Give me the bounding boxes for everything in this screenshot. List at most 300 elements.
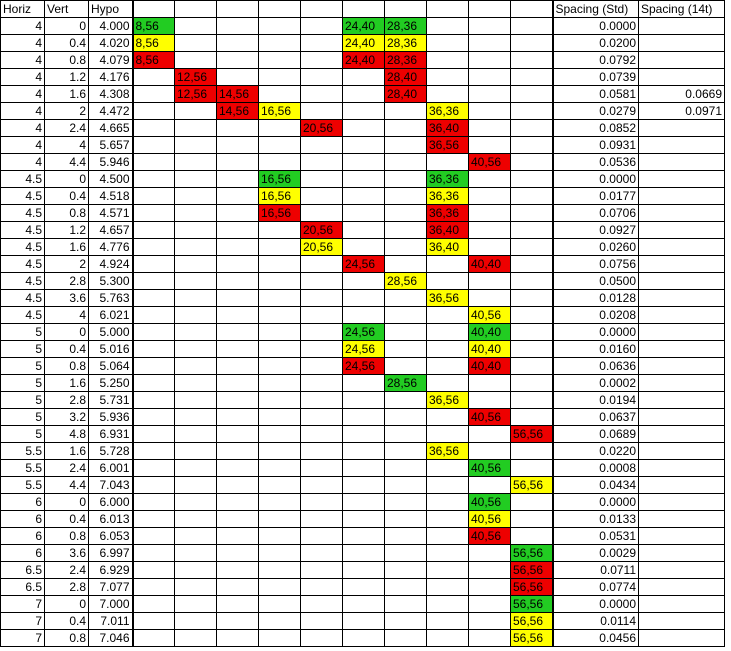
spacing-std-cell[interactable]: 0.0208 bbox=[553, 307, 639, 324]
empty-cell[interactable] bbox=[427, 613, 469, 630]
vert-cell[interactable]: 0.8 bbox=[45, 205, 89, 222]
spacing-14t-cell[interactable] bbox=[639, 528, 725, 545]
combo-cell[interactable]: 36,36 bbox=[427, 171, 469, 188]
empty-cell[interactable] bbox=[175, 460, 217, 477]
hypo-cell[interactable]: 6.013 bbox=[89, 511, 133, 528]
empty-cell[interactable] bbox=[427, 69, 469, 86]
empty-cell[interactable] bbox=[175, 273, 217, 290]
empty-cell[interactable] bbox=[259, 239, 301, 256]
empty-cell[interactable] bbox=[259, 69, 301, 86]
empty-cell[interactable] bbox=[343, 409, 385, 426]
vert-cell[interactable]: 0.4 bbox=[45, 613, 89, 630]
hypo-cell[interactable]: 7.046 bbox=[89, 630, 133, 647]
empty-cell[interactable] bbox=[385, 545, 427, 562]
empty-cell[interactable] bbox=[343, 239, 385, 256]
column-header[interactable]: Spacing (14t) bbox=[639, 1, 725, 18]
horiz-cell[interactable]: 4 bbox=[1, 86, 45, 103]
spacing-std-cell[interactable]: 0.0279 bbox=[553, 103, 639, 120]
spacing-14t-cell[interactable] bbox=[639, 409, 725, 426]
empty-cell[interactable] bbox=[133, 358, 175, 375]
empty-cell[interactable] bbox=[217, 630, 259, 647]
spacing-14t-cell[interactable] bbox=[639, 426, 725, 443]
empty-cell[interactable] bbox=[301, 137, 343, 154]
spacing-std-cell[interactable]: 0.0000 bbox=[553, 324, 639, 341]
horiz-cell[interactable]: 5 bbox=[1, 341, 45, 358]
spacing-14t-cell[interactable] bbox=[639, 256, 725, 273]
empty-cell[interactable] bbox=[511, 35, 553, 52]
spacing-14t-cell[interactable] bbox=[639, 120, 725, 137]
empty-cell[interactable] bbox=[427, 52, 469, 69]
empty-cell[interactable] bbox=[385, 154, 427, 171]
horiz-cell[interactable]: 5 bbox=[1, 375, 45, 392]
combo-cell[interactable]: 28,40 bbox=[385, 86, 427, 103]
empty-cell[interactable] bbox=[427, 86, 469, 103]
empty-cell[interactable] bbox=[175, 613, 217, 630]
horiz-cell[interactable]: 6 bbox=[1, 528, 45, 545]
hypo-cell[interactable]: 5.016 bbox=[89, 341, 133, 358]
empty-cell[interactable] bbox=[259, 86, 301, 103]
empty-cell[interactable] bbox=[343, 630, 385, 647]
combo-cell[interactable]: 56,56 bbox=[511, 426, 553, 443]
spacing-std-cell[interactable]: 0.0456 bbox=[553, 630, 639, 647]
empty-cell[interactable] bbox=[301, 562, 343, 579]
empty-cell[interactable] bbox=[385, 511, 427, 528]
empty-cell[interactable] bbox=[175, 426, 217, 443]
vert-cell[interactable]: 1.2 bbox=[45, 69, 89, 86]
spacing-14t-cell[interactable] bbox=[639, 613, 725, 630]
empty-cell[interactable] bbox=[217, 205, 259, 222]
empty-cell[interactable] bbox=[217, 460, 259, 477]
horiz-cell[interactable]: 4.5 bbox=[1, 171, 45, 188]
horiz-cell[interactable]: 5.5 bbox=[1, 477, 45, 494]
vert-cell[interactable]: 1.6 bbox=[45, 443, 89, 460]
empty-cell[interactable] bbox=[259, 256, 301, 273]
horiz-cell[interactable]: 4.5 bbox=[1, 188, 45, 205]
spacing-14t-cell[interactable] bbox=[639, 18, 725, 35]
empty-cell[interactable] bbox=[469, 120, 511, 137]
empty-cell[interactable] bbox=[511, 188, 553, 205]
empty-cell[interactable] bbox=[427, 256, 469, 273]
empty-cell[interactable] bbox=[259, 273, 301, 290]
spacing-std-cell[interactable]: 0.0756 bbox=[553, 256, 639, 273]
empty-cell[interactable] bbox=[175, 205, 217, 222]
combo-cell[interactable]: 40,40 bbox=[469, 256, 511, 273]
column-header[interactable] bbox=[385, 1, 427, 18]
empty-cell[interactable] bbox=[175, 358, 217, 375]
empty-cell[interactable] bbox=[343, 494, 385, 511]
empty-cell[interactable] bbox=[217, 171, 259, 188]
empty-cell[interactable] bbox=[217, 137, 259, 154]
vert-cell[interactable]: 0.4 bbox=[45, 511, 89, 528]
hypo-cell[interactable]: 4.472 bbox=[89, 103, 133, 120]
horiz-cell[interactable]: 4.5 bbox=[1, 290, 45, 307]
empty-cell[interactable] bbox=[385, 137, 427, 154]
empty-cell[interactable] bbox=[511, 52, 553, 69]
empty-cell[interactable] bbox=[217, 222, 259, 239]
horiz-cell[interactable]: 4 bbox=[1, 52, 45, 69]
hypo-cell[interactable]: 5.936 bbox=[89, 409, 133, 426]
empty-cell[interactable] bbox=[511, 511, 553, 528]
vert-cell[interactable]: 1.2 bbox=[45, 222, 89, 239]
vert-cell[interactable]: 0.8 bbox=[45, 528, 89, 545]
empty-cell[interactable] bbox=[427, 426, 469, 443]
empty-cell[interactable] bbox=[385, 630, 427, 647]
vert-cell[interactable]: 4.4 bbox=[45, 154, 89, 171]
hypo-cell[interactable]: 6.053 bbox=[89, 528, 133, 545]
horiz-cell[interactable]: 4 bbox=[1, 35, 45, 52]
combo-cell[interactable]: 40,56 bbox=[469, 409, 511, 426]
empty-cell[interactable] bbox=[175, 154, 217, 171]
empty-cell[interactable] bbox=[427, 579, 469, 596]
spacing-std-cell[interactable]: 0.0029 bbox=[553, 545, 639, 562]
combo-cell[interactable]: 56,56 bbox=[511, 613, 553, 630]
empty-cell[interactable] bbox=[427, 154, 469, 171]
empty-cell[interactable] bbox=[217, 545, 259, 562]
vert-cell[interactable]: 4 bbox=[45, 307, 89, 324]
empty-cell[interactable] bbox=[133, 528, 175, 545]
empty-cell[interactable] bbox=[385, 120, 427, 137]
spacing-14t-cell[interactable] bbox=[639, 392, 725, 409]
empty-cell[interactable] bbox=[385, 290, 427, 307]
horiz-cell[interactable]: 5 bbox=[1, 324, 45, 341]
spacing-14t-cell[interactable] bbox=[639, 171, 725, 188]
empty-cell[interactable] bbox=[469, 103, 511, 120]
empty-cell[interactable] bbox=[511, 205, 553, 222]
spacing-14t-cell[interactable] bbox=[639, 477, 725, 494]
empty-cell[interactable] bbox=[217, 18, 259, 35]
vert-cell[interactable]: 2.8 bbox=[45, 273, 89, 290]
vert-cell[interactable]: 2 bbox=[45, 256, 89, 273]
combo-cell[interactable]: 20,56 bbox=[301, 120, 343, 137]
empty-cell[interactable] bbox=[469, 18, 511, 35]
spacing-14t-cell[interactable] bbox=[639, 52, 725, 69]
spacing-std-cell[interactable]: 0.0636 bbox=[553, 358, 639, 375]
empty-cell[interactable] bbox=[301, 409, 343, 426]
combo-cell[interactable]: 12,56 bbox=[175, 86, 217, 103]
empty-cell[interactable] bbox=[427, 307, 469, 324]
combo-cell[interactable]: 16,56 bbox=[259, 205, 301, 222]
empty-cell[interactable] bbox=[217, 494, 259, 511]
empty-cell[interactable] bbox=[175, 103, 217, 120]
empty-cell[interactable] bbox=[259, 341, 301, 358]
horiz-cell[interactable]: 6.5 bbox=[1, 579, 45, 596]
hypo-cell[interactable]: 5.000 bbox=[89, 324, 133, 341]
empty-cell[interactable] bbox=[385, 613, 427, 630]
column-header[interactable] bbox=[511, 1, 553, 18]
empty-cell[interactable] bbox=[301, 273, 343, 290]
empty-cell[interactable] bbox=[217, 273, 259, 290]
empty-cell[interactable] bbox=[175, 511, 217, 528]
spacing-std-cell[interactable]: 0.0000 bbox=[553, 494, 639, 511]
spacing-std-cell[interactable]: 0.0536 bbox=[553, 154, 639, 171]
spacing-std-cell[interactable]: 0.0774 bbox=[553, 579, 639, 596]
spacing-14t-cell[interactable] bbox=[639, 562, 725, 579]
empty-cell[interactable] bbox=[133, 171, 175, 188]
hypo-cell[interactable]: 6.000 bbox=[89, 494, 133, 511]
spacing-std-cell[interactable]: 0.0637 bbox=[553, 409, 639, 426]
empty-cell[interactable] bbox=[217, 307, 259, 324]
empty-cell[interactable] bbox=[511, 290, 553, 307]
empty-cell[interactable] bbox=[133, 460, 175, 477]
empty-cell[interactable] bbox=[469, 35, 511, 52]
empty-cell[interactable] bbox=[385, 103, 427, 120]
combo-cell[interactable]: 36,36 bbox=[427, 103, 469, 120]
spacing-14t-cell[interactable] bbox=[639, 630, 725, 647]
empty-cell[interactable] bbox=[343, 86, 385, 103]
empty-cell[interactable] bbox=[301, 426, 343, 443]
vert-cell[interactable]: 0.8 bbox=[45, 52, 89, 69]
empty-cell[interactable] bbox=[259, 35, 301, 52]
empty-cell[interactable] bbox=[343, 545, 385, 562]
horiz-cell[interactable]: 4.5 bbox=[1, 307, 45, 324]
empty-cell[interactable] bbox=[343, 222, 385, 239]
empty-cell[interactable] bbox=[427, 596, 469, 613]
empty-cell[interactable] bbox=[385, 188, 427, 205]
empty-cell[interactable] bbox=[511, 375, 553, 392]
combo-cell[interactable]: 36,40 bbox=[427, 239, 469, 256]
combo-cell[interactable]: 24,40 bbox=[343, 52, 385, 69]
combo-cell[interactable]: 56,56 bbox=[511, 562, 553, 579]
empty-cell[interactable] bbox=[469, 630, 511, 647]
combo-cell[interactable]: 20,56 bbox=[301, 239, 343, 256]
empty-cell[interactable] bbox=[511, 239, 553, 256]
empty-cell[interactable] bbox=[259, 290, 301, 307]
spacing-std-cell[interactable]: 0.0500 bbox=[553, 273, 639, 290]
spacing-14t-cell[interactable] bbox=[639, 358, 725, 375]
horiz-cell[interactable]: 7 bbox=[1, 630, 45, 647]
empty-cell[interactable] bbox=[427, 511, 469, 528]
combo-cell[interactable]: 24,40 bbox=[343, 18, 385, 35]
empty-cell[interactable] bbox=[427, 35, 469, 52]
vert-cell[interactable]: 2.8 bbox=[45, 579, 89, 596]
combo-cell[interactable]: 16,56 bbox=[259, 188, 301, 205]
empty-cell[interactable] bbox=[133, 443, 175, 460]
empty-cell[interactable] bbox=[385, 341, 427, 358]
empty-cell[interactable] bbox=[217, 239, 259, 256]
empty-cell[interactable] bbox=[133, 205, 175, 222]
empty-cell[interactable] bbox=[511, 528, 553, 545]
horiz-cell[interactable]: 4.5 bbox=[1, 273, 45, 290]
spacing-14t-cell[interactable]: 0.0669 bbox=[639, 86, 725, 103]
horiz-cell[interactable]: 4 bbox=[1, 137, 45, 154]
column-header[interactable] bbox=[469, 1, 511, 18]
combo-cell[interactable]: 56,56 bbox=[511, 630, 553, 647]
horiz-cell[interactable]: 4.5 bbox=[1, 222, 45, 239]
empty-cell[interactable] bbox=[133, 307, 175, 324]
spacing-14t-cell[interactable] bbox=[639, 69, 725, 86]
combo-cell[interactable]: 28,56 bbox=[385, 273, 427, 290]
empty-cell[interactable] bbox=[301, 205, 343, 222]
empty-cell[interactable] bbox=[511, 443, 553, 460]
empty-cell[interactable] bbox=[427, 358, 469, 375]
column-header[interactable] bbox=[343, 1, 385, 18]
empty-cell[interactable] bbox=[301, 256, 343, 273]
column-header[interactable] bbox=[301, 1, 343, 18]
empty-cell[interactable] bbox=[301, 596, 343, 613]
empty-cell[interactable] bbox=[511, 222, 553, 239]
empty-cell[interactable] bbox=[259, 477, 301, 494]
empty-cell[interactable] bbox=[385, 579, 427, 596]
empty-cell[interactable] bbox=[427, 460, 469, 477]
empty-cell[interactable] bbox=[301, 171, 343, 188]
empty-cell[interactable] bbox=[301, 188, 343, 205]
combo-cell[interactable]: 36,56 bbox=[427, 137, 469, 154]
vert-cell[interactable]: 1.6 bbox=[45, 86, 89, 103]
empty-cell[interactable] bbox=[217, 358, 259, 375]
spacing-std-cell[interactable]: 0.0706 bbox=[553, 205, 639, 222]
empty-cell[interactable] bbox=[175, 375, 217, 392]
empty-cell[interactable] bbox=[301, 443, 343, 460]
empty-cell[interactable] bbox=[301, 290, 343, 307]
column-header[interactable] bbox=[427, 1, 469, 18]
empty-cell[interactable] bbox=[259, 460, 301, 477]
combo-cell[interactable]: 8,56 bbox=[133, 52, 175, 69]
combo-cell[interactable]: 28,36 bbox=[385, 35, 427, 52]
column-header[interactable]: Horiz bbox=[1, 1, 45, 18]
hypo-cell[interactable]: 7.077 bbox=[89, 579, 133, 596]
empty-cell[interactable] bbox=[175, 290, 217, 307]
horiz-cell[interactable]: 7 bbox=[1, 613, 45, 630]
spacing-std-cell[interactable]: 0.0114 bbox=[553, 613, 639, 630]
combo-cell[interactable]: 40,40 bbox=[469, 358, 511, 375]
vert-cell[interactable]: 2.4 bbox=[45, 562, 89, 579]
vert-cell[interactable]: 4 bbox=[45, 137, 89, 154]
empty-cell[interactable] bbox=[133, 154, 175, 171]
spacing-14t-cell[interactable] bbox=[639, 341, 725, 358]
empty-cell[interactable] bbox=[427, 341, 469, 358]
empty-cell[interactable] bbox=[469, 477, 511, 494]
combo-cell[interactable]: 36,36 bbox=[427, 205, 469, 222]
empty-cell[interactable] bbox=[301, 579, 343, 596]
hypo-cell[interactable]: 4.000 bbox=[89, 18, 133, 35]
empty-cell[interactable] bbox=[175, 171, 217, 188]
vert-cell[interactable]: 2.4 bbox=[45, 460, 89, 477]
empty-cell[interactable] bbox=[259, 409, 301, 426]
empty-cell[interactable] bbox=[133, 375, 175, 392]
hypo-cell[interactable]: 5.763 bbox=[89, 290, 133, 307]
spacing-std-cell[interactable]: 0.0434 bbox=[553, 477, 639, 494]
spacing-std-cell[interactable]: 0.0002 bbox=[553, 375, 639, 392]
empty-cell[interactable] bbox=[385, 307, 427, 324]
spacing-14t-cell[interactable] bbox=[639, 596, 725, 613]
empty-cell[interactable] bbox=[175, 630, 217, 647]
spacing-14t-cell[interactable] bbox=[639, 137, 725, 154]
empty-cell[interactable] bbox=[343, 426, 385, 443]
empty-cell[interactable] bbox=[217, 120, 259, 137]
empty-cell[interactable] bbox=[427, 273, 469, 290]
spacing-std-cell[interactable]: 0.0739 bbox=[553, 69, 639, 86]
spacing-14t-cell[interactable] bbox=[639, 154, 725, 171]
combo-cell[interactable]: 28,36 bbox=[385, 52, 427, 69]
empty-cell[interactable] bbox=[175, 596, 217, 613]
empty-cell[interactable] bbox=[259, 154, 301, 171]
empty-cell[interactable] bbox=[469, 443, 511, 460]
vert-cell[interactable]: 0 bbox=[45, 494, 89, 511]
empty-cell[interactable] bbox=[217, 528, 259, 545]
empty-cell[interactable] bbox=[133, 188, 175, 205]
empty-cell[interactable] bbox=[217, 69, 259, 86]
combo-cell[interactable]: 40,56 bbox=[469, 511, 511, 528]
empty-cell[interactable] bbox=[469, 273, 511, 290]
empty-cell[interactable] bbox=[511, 86, 553, 103]
spacing-14t-cell[interactable] bbox=[639, 273, 725, 290]
empty-cell[interactable] bbox=[175, 494, 217, 511]
empty-cell[interactable] bbox=[217, 324, 259, 341]
hypo-cell[interactable]: 6.997 bbox=[89, 545, 133, 562]
spacing-std-cell[interactable]: 0.0689 bbox=[553, 426, 639, 443]
hypo-cell[interactable]: 5.300 bbox=[89, 273, 133, 290]
empty-cell[interactable] bbox=[301, 630, 343, 647]
vert-cell[interactable]: 1.6 bbox=[45, 375, 89, 392]
empty-cell[interactable] bbox=[175, 477, 217, 494]
horiz-cell[interactable]: 5 bbox=[1, 358, 45, 375]
spacing-std-cell[interactable]: 0.0927 bbox=[553, 222, 639, 239]
empty-cell[interactable] bbox=[133, 256, 175, 273]
vert-cell[interactable]: 3.6 bbox=[45, 545, 89, 562]
horiz-cell[interactable]: 4.5 bbox=[1, 256, 45, 273]
empty-cell[interactable] bbox=[427, 409, 469, 426]
empty-cell[interactable] bbox=[469, 562, 511, 579]
empty-cell[interactable] bbox=[217, 409, 259, 426]
empty-cell[interactable] bbox=[343, 307, 385, 324]
empty-cell[interactable] bbox=[385, 494, 427, 511]
empty-cell[interactable] bbox=[511, 154, 553, 171]
column-header[interactable] bbox=[259, 1, 301, 18]
empty-cell[interactable] bbox=[217, 256, 259, 273]
empty-cell[interactable] bbox=[343, 137, 385, 154]
spacing-std-cell[interactable]: 0.0852 bbox=[553, 120, 639, 137]
combo-cell[interactable]: 36,56 bbox=[427, 392, 469, 409]
hypo-cell[interactable]: 4.665 bbox=[89, 120, 133, 137]
empty-cell[interactable] bbox=[217, 426, 259, 443]
empty-cell[interactable] bbox=[217, 290, 259, 307]
vert-cell[interactable]: 0 bbox=[45, 596, 89, 613]
horiz-cell[interactable]: 6 bbox=[1, 494, 45, 511]
empty-cell[interactable] bbox=[259, 511, 301, 528]
empty-cell[interactable] bbox=[301, 86, 343, 103]
empty-cell[interactable] bbox=[511, 307, 553, 324]
vert-cell[interactable]: 4.4 bbox=[45, 477, 89, 494]
hypo-cell[interactable]: 4.657 bbox=[89, 222, 133, 239]
combo-cell[interactable]: 8,56 bbox=[133, 18, 175, 35]
empty-cell[interactable] bbox=[217, 477, 259, 494]
empty-cell[interactable] bbox=[511, 171, 553, 188]
empty-cell[interactable] bbox=[217, 52, 259, 69]
empty-cell[interactable] bbox=[385, 324, 427, 341]
empty-cell[interactable] bbox=[427, 324, 469, 341]
combo-cell[interactable]: 36,56 bbox=[427, 443, 469, 460]
empty-cell[interactable] bbox=[175, 18, 217, 35]
column-header[interactable] bbox=[175, 1, 217, 18]
spacing-14t-cell[interactable] bbox=[639, 222, 725, 239]
empty-cell[interactable] bbox=[301, 494, 343, 511]
empty-cell[interactable] bbox=[175, 256, 217, 273]
empty-cell[interactable] bbox=[133, 137, 175, 154]
empty-cell[interactable] bbox=[175, 307, 217, 324]
spacing-14t-cell[interactable] bbox=[639, 35, 725, 52]
empty-cell[interactable] bbox=[301, 460, 343, 477]
spacing-std-cell[interactable]: 0.0931 bbox=[553, 137, 639, 154]
combo-cell[interactable]: 12,56 bbox=[175, 69, 217, 86]
empty-cell[interactable] bbox=[133, 341, 175, 358]
empty-cell[interactable] bbox=[217, 154, 259, 171]
combo-cell[interactable]: 28,36 bbox=[385, 18, 427, 35]
spacing-std-cell[interactable]: 0.0531 bbox=[553, 528, 639, 545]
empty-cell[interactable] bbox=[175, 562, 217, 579]
empty-cell[interactable] bbox=[469, 545, 511, 562]
combo-cell[interactable]: 14,56 bbox=[217, 86, 259, 103]
vert-cell[interactable]: 0 bbox=[45, 18, 89, 35]
